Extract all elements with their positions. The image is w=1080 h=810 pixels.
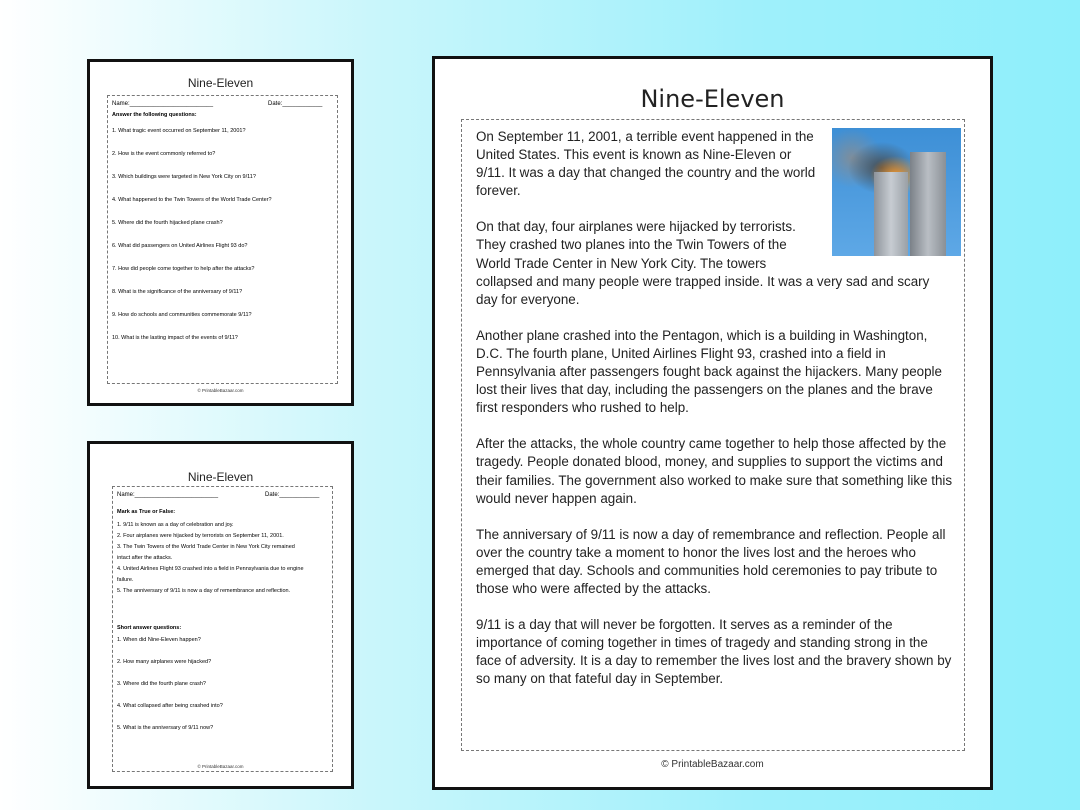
true-false-heading: Mark as True or False: xyxy=(117,509,176,515)
name-label: Name:_________________________ xyxy=(112,101,214,107)
name-date-row xyxy=(117,492,337,498)
paragraph: 9/11 is a day that will never be forgotten. It serves as a reminder of the importance of coming together in times of tragedy and standing strong in the face of adversity. It is a day to remember the lives lost and the bravery shown by so many on that fateful day in September. xyxy=(476,617,952,687)
tower-shape xyxy=(910,152,946,256)
question-item: 8. What is the significance of the anniversary of 9/11? xyxy=(112,289,243,295)
paragraph: Another plane crashed into the Pentagon, which is a building in Washington, D.C. The fourth plane, United Airlines Flight 93, crashed into a field in Pennsylvania after passengers fought back against the hijackers. Many people lost their lives that day, including the passengers on the planes and the brave first responders who rushed to help. xyxy=(476,327,942,416)
question-item: 7. How did people come together to help after the attacks? xyxy=(112,266,255,272)
passage-body xyxy=(476,128,954,706)
question-item: 10. What is the lasting impact of the events of 9/11? xyxy=(112,335,238,341)
question-item: 5. Where did the fourth hijacked plane crash? xyxy=(112,220,223,226)
date-label: Date:____________ xyxy=(265,492,320,498)
short-answer-heading: Short answer questions: xyxy=(117,625,182,631)
short-answer-item: 3. Where did the fourth plane crash? xyxy=(117,681,206,687)
true-false-item: 2. Four airplanes were hijacked by terrorists on September 11, 2001. xyxy=(117,533,284,539)
content-frame xyxy=(107,95,338,384)
page-title: Nine-Eleven xyxy=(187,470,254,484)
worksheet-true-false-page xyxy=(87,441,354,789)
question-item: 6. What did passengers on United Airlines Flight 93 do? xyxy=(112,243,248,249)
date-label: Date:____________ xyxy=(268,101,323,107)
question-item: 1. What tragic event occurred on September 11, 2001? xyxy=(112,128,246,134)
page-title: Nine-Eleven xyxy=(640,85,785,113)
question-item: 4. What happened to the Twin Towers of the World Trade Center? xyxy=(112,197,272,203)
twin-towers-photo xyxy=(832,128,961,256)
short-answer-item: 1. When did Nine-Eleven happen? xyxy=(117,637,201,643)
true-false-item: 4. United Airlines Flight 93 crashed into a field in Pennsylvania due to engine xyxy=(117,566,304,572)
name-label: Name:_________________________ xyxy=(117,492,219,498)
content-frame xyxy=(461,119,965,751)
paragraph: On September 11, 2001, a terrible event happened in the United States. This event is known as Nine-Eleven or 9/11. It was a day that changed the country and the world forever. xyxy=(476,129,816,199)
page-title: Nine-Eleven xyxy=(187,76,254,90)
question-item: 9. How do schools and communities commemorate 9/11? xyxy=(112,312,252,318)
section-heading: Answer the following questions: xyxy=(112,112,197,118)
short-answer-item: 5. What is the anniversary of 9/11 now? xyxy=(117,725,214,731)
paragraph: The anniversary of 9/11 is now a day of remembrance and reflection. People all over the country take a moment to honor the lives lost and the heroes who emerged that day. Schools and communities hold ceremonies to pay tribute to those who were affected by the attacks. xyxy=(476,526,946,596)
question-item: 2. How is the event commonly referred to? xyxy=(112,151,216,157)
true-false-item: 3. The Twin Towers of the World Trade Center in New York City remained xyxy=(117,544,295,550)
reading-passage-page xyxy=(432,56,993,790)
paragraph: After the attacks, the whole country came together to help those affected by the tragedy. People donated blood, money, and supplies to support the victims and their families. The government also worked to make sure that something like this would never happen again. xyxy=(476,436,953,506)
true-false-item: 5. The anniversary of 9/11 is now a day of remembrance and reflection. xyxy=(117,588,291,594)
tower-shape xyxy=(874,172,908,256)
true-false-item: failure. xyxy=(117,577,134,583)
copyright-footer: © PrintableBazaar.com xyxy=(197,764,244,769)
copyright-footer: © PrintableBazaar.com xyxy=(197,388,244,393)
paragraph: On that day, four airplanes were hijacked by terrorists. They crashed two planes into the Twin Towers of the World Trade Center in New York City. The towers collapsed and many people were trapped inside. It was a very sad and scary day for everyone. xyxy=(476,219,930,307)
short-answer-item: 4. What collapsed after being crashed into? xyxy=(117,703,223,709)
copyright-footer: © PrintableBazaar.com xyxy=(661,759,764,770)
name-date-row xyxy=(112,101,332,107)
content-frame xyxy=(112,486,333,772)
true-false-item: 1. 9/11 is known as a day of celebration and joy. xyxy=(117,522,234,528)
worksheet-questions-page xyxy=(87,59,354,406)
question-item: 3. Which buildings were targeted in New York City on 9/11? xyxy=(112,174,256,180)
true-false-item: intact after the attacks. xyxy=(117,555,173,561)
short-answer-item: 2. How many airplanes were hijacked? xyxy=(117,659,212,665)
